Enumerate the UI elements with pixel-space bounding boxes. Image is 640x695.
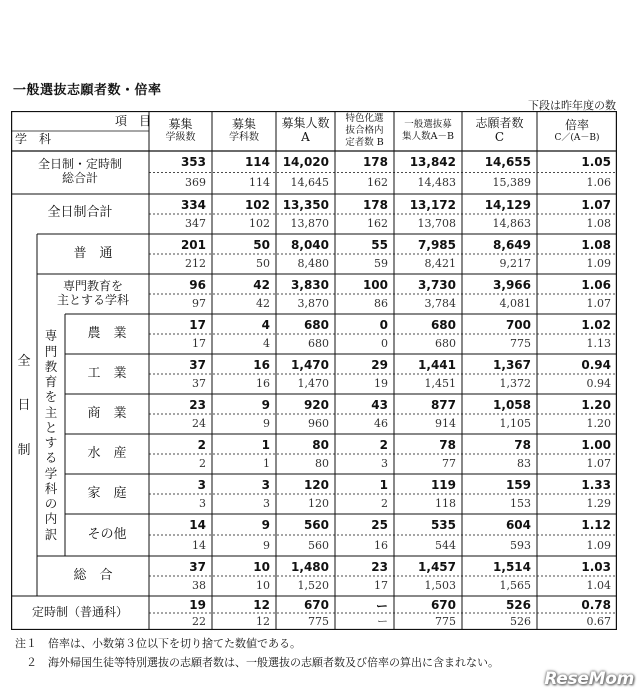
cell-previous-year: 3 [381, 457, 388, 470]
side-char: と [44, 419, 58, 435]
cell-current: 50 [253, 237, 270, 252]
cell-previous-year: 8,480 [297, 257, 329, 270]
row-label: 総 合 [73, 567, 113, 583]
cell-current: 3,830 [291, 277, 329, 292]
cell-previous-year: 14,483 [417, 176, 456, 190]
cell-current: 9 [261, 518, 270, 532]
side-char: 学 [44, 465, 58, 481]
cell-previous-year: 22 [192, 614, 206, 628]
row-label: 水 産 [87, 445, 127, 461]
cell-current: 37 [189, 357, 206, 372]
cell-previous-year: 1.20 [586, 417, 611, 430]
cell-current: 96 [189, 277, 206, 292]
cell-current: 1.03 [581, 559, 611, 574]
cell-current: 1,367 [493, 357, 531, 372]
cell-previous-year: 80 [315, 457, 329, 470]
cell-current: 604 [505, 518, 531, 532]
cell-previous-year: 46 [374, 417, 388, 430]
cell-previous-year: 114 [249, 176, 270, 190]
cell-current: 1.08 [581, 237, 611, 252]
cell-previous-year: 120 [308, 497, 329, 510]
side-char: の [44, 496, 58, 511]
cell-current: 2 [197, 437, 206, 452]
cell-current: 13,172 [409, 197, 456, 212]
cell-current: 680 [303, 317, 329, 332]
cell-previous-year: 12 [256, 614, 270, 628]
cell-previous-year: 14 [192, 538, 206, 552]
cell-previous-year: 50 [256, 257, 270, 270]
cell-previous-year: 1.13 [586, 337, 611, 350]
header-gakkyu-1: 募集 [168, 117, 193, 132]
header-gakkyu [149, 111, 212, 151]
cell-current: 178 [362, 155, 388, 170]
cell-current: 700 [505, 317, 531, 332]
cell-current: 670 [303, 598, 329, 612]
cell-previous-year: 2 [199, 457, 206, 470]
cell-current: 100 [362, 277, 388, 292]
cell-previous-year: 16 [256, 377, 270, 390]
cell-previous-year: 9 [263, 417, 270, 430]
cell-previous-year: 2 [381, 497, 388, 510]
header-bairitsu-2: C／(A－B) [554, 132, 600, 143]
cell-current: 14,129 [484, 197, 531, 212]
cell-previous-year: 1,470 [297, 377, 329, 390]
cell-previous-year: 0.94 [586, 377, 611, 390]
cell-current: 920 [303, 397, 329, 412]
resemom-logo: ReseMom [544, 669, 634, 689]
cell-current: 1.12 [581, 518, 611, 532]
cell-previous-year: 19 [374, 377, 388, 390]
cell-current: 1,470 [291, 357, 329, 372]
cell-previous-year: 17 [374, 579, 388, 592]
cell-current: 8,040 [291, 237, 329, 252]
cell-previous-year: 14,863 [492, 217, 531, 230]
cell-current: 25 [371, 518, 388, 532]
cell-current: 1.00 [581, 437, 611, 452]
cell-previous-year: 38 [192, 579, 206, 592]
row-label: 家 庭 [87, 485, 127, 501]
cell-previous-year: 37 [192, 377, 206, 390]
cell-current: 3 [197, 477, 206, 492]
applicants-table [11, 111, 617, 630]
cell-previous-year: 0 [381, 337, 388, 350]
header-boshu-2: A [301, 130, 310, 144]
cell-current: ー [375, 598, 388, 613]
cell-current: 178 [362, 197, 388, 212]
cell-previous-year: 118 [435, 497, 456, 510]
side-char: 科 [44, 480, 58, 496]
row-label: 農 業 [87, 325, 127, 341]
cell-current: 1,058 [493, 397, 531, 412]
cell-current: 3,730 [418, 277, 456, 292]
cell-previous-year: 593 [510, 538, 531, 552]
side-char: 日 [17, 398, 31, 414]
cell-previous-year: 1,503 [424, 579, 456, 592]
cell-current: 670 [430, 598, 456, 612]
row-label: 工 業 [87, 365, 127, 381]
cell-previous-year: 3 [263, 497, 270, 510]
cell-current: 0 [379, 317, 388, 332]
cell-current: 13,350 [282, 197, 329, 212]
cell-current: 7,985 [418, 237, 456, 252]
row-label: 全日制・定時制 総合計 [37, 156, 122, 185]
cell-current: 14,020 [282, 155, 329, 170]
cell-previous-year: 212 [185, 257, 206, 270]
cell-current: 80 [312, 437, 329, 452]
cell-previous-year: 3 [199, 497, 206, 510]
cell-previous-year: 1,372 [499, 377, 531, 390]
cell-current: 560 [303, 518, 329, 532]
side-char: 主 [44, 404, 58, 420]
cell-current: 159 [505, 477, 531, 492]
side-char: 制 [17, 442, 31, 458]
cell-previous-year: 13,870 [290, 217, 329, 230]
cell-previous-year: 347 [185, 217, 206, 230]
side-label-senmon-naiyaku [37, 314, 65, 556]
header-bairitsu [537, 111, 617, 151]
side-char: 教 [44, 358, 58, 374]
side-char: る [44, 450, 58, 466]
header-shigan [462, 111, 537, 151]
header-tokushoku [335, 111, 394, 151]
cell-current: 119 [430, 477, 456, 492]
cell-current: 37 [189, 559, 206, 574]
cell-previous-year: 1.09 [586, 257, 611, 270]
cell-current: 114 [244, 155, 270, 170]
cell-previous-year: 9,217 [499, 257, 531, 270]
cell-current: 1,480 [291, 559, 329, 574]
cell-previous-year: 15,389 [492, 176, 531, 190]
side-char: 訳 [44, 526, 58, 542]
cell-current: 55 [371, 237, 388, 252]
cell-current: 23 [371, 559, 388, 574]
side-char: 門 [44, 343, 58, 359]
cell-previous-year: 162 [367, 217, 388, 230]
cell-previous-year: 4 [263, 337, 270, 350]
cell-previous-year: 59 [374, 257, 388, 270]
header-shigan-2: C [494, 130, 505, 144]
side-char: す [44, 435, 58, 450]
cell-previous-year: 1.04 [586, 579, 611, 592]
cell-current: 42 [253, 277, 270, 292]
cell-current: 78 [514, 437, 531, 452]
header-boshu [276, 111, 335, 151]
cell-current: 3 [261, 477, 270, 492]
cell-current: 1,514 [493, 559, 531, 574]
cell-current: 16 [253, 357, 270, 372]
cell-previous-year: 680 [435, 337, 456, 350]
cell-current: 535 [430, 518, 456, 532]
cell-previous-year: 13,708 [417, 217, 456, 230]
cell-previous-year: 97 [192, 297, 206, 310]
side-char: を [44, 389, 58, 405]
cell-current: 526 [505, 598, 531, 612]
cell-previous-year: 102 [249, 217, 270, 230]
cell-current: 1.07 [581, 197, 611, 212]
cell-current: 1,441 [418, 357, 456, 372]
cell-previous-year: 1 [263, 457, 270, 470]
cell-previous-year: 1.09 [586, 538, 611, 552]
cell-current: 1.05 [581, 155, 611, 170]
cell-previous-year: 1.07 [586, 297, 611, 310]
header-koumoku: 項 目 [114, 114, 151, 129]
header-gakka-su-1: 募集 [231, 117, 256, 132]
cell-current: 4 [261, 317, 270, 332]
cell-previous-year: 1,105 [499, 417, 531, 430]
cell-current: 12 [253, 598, 270, 612]
cell-current: 102 [244, 197, 270, 212]
side-char: 育 [44, 374, 58, 389]
cell-previous-year: 17 [192, 337, 206, 350]
cell-previous-year: 3,870 [297, 297, 329, 310]
row-label: 商 業 [87, 405, 127, 421]
cell-current: 2 [379, 437, 388, 452]
cell-current: 1.33 [581, 477, 611, 492]
cell-previous-year: 1,451 [424, 377, 456, 390]
cell-previous-year: 960 [308, 417, 329, 430]
row-label: 定時制（普通科） [31, 605, 128, 620]
cell-previous-year: 1.29 [586, 497, 611, 510]
cell-current: 19 [189, 598, 206, 612]
side-char: 全 [17, 354, 31, 370]
cell-current: 3,966 [493, 277, 531, 292]
header-tokushoku-3: 定者数 B [345, 136, 384, 148]
cell-previous-year: 86 [374, 297, 388, 310]
cell-previous-year: 1.06 [586, 176, 611, 190]
row-label: 専門教育を 主とする学科 [56, 279, 129, 307]
header-tokushoku-1: 特色化選 [345, 113, 384, 125]
footnotes [15, 634, 499, 672]
cell-current: 1,457 [418, 559, 456, 574]
cell-current: 1 [261, 437, 270, 452]
cell-previous-year: ー [377, 615, 388, 628]
cell-previous-year: 153 [510, 497, 531, 510]
cell-current: 1 [379, 477, 388, 492]
cell-current: 201 [180, 237, 206, 252]
cell-current: 680 [430, 317, 456, 332]
cell-previous-year: 24 [192, 417, 206, 430]
cell-previous-year: 16 [374, 538, 388, 552]
cell-previous-year: 42 [256, 297, 270, 310]
cell-previous-year: 162 [367, 176, 388, 190]
cell-current: 877 [430, 397, 456, 412]
header-boshu-1: 募集人数 [281, 116, 330, 131]
cell-previous-year: 4,081 [499, 297, 531, 310]
cell-previous-year: 8,421 [424, 257, 456, 270]
header-bairitsu-1: 倍率 [564, 117, 589, 132]
page-title: 一般選抜志願者数・倍率 [13, 83, 162, 98]
cell-current: 29 [371, 357, 388, 372]
cell-previous-year: 0.67 [586, 614, 611, 628]
cell-previous-year: 1.08 [586, 217, 611, 230]
legend-note: 下段は昨年度の数 [528, 99, 616, 112]
header-ippan [394, 111, 462, 151]
cell-previous-year: 526 [510, 614, 531, 628]
cell-previous-year: 3,784 [424, 297, 456, 310]
row-label: その他 [87, 526, 127, 542]
cell-previous-year: 775 [510, 337, 531, 350]
cell-current: 120 [303, 477, 329, 492]
cell-current: 1.06 [581, 277, 611, 292]
row-label: 普 通 [73, 245, 113, 261]
cell-current: 353 [180, 155, 206, 170]
side-char: 専 [44, 328, 58, 344]
footnote-2: ２ 海外帰国生徒等特別選抜の志願者数は、一般選抜の志願者数及び倍率の算出に含まれない。 [15, 656, 499, 669]
cell-previous-year: 9 [263, 538, 270, 552]
header-gakkyu-2: 学級数 [165, 132, 196, 144]
header-ippan-2: 集人数A－B [402, 131, 454, 142]
cell-current: 23 [189, 397, 206, 412]
cell-current: 334 [180, 197, 206, 212]
cell-current: 17 [189, 317, 206, 332]
cell-current: 14,655 [484, 155, 531, 170]
cell-current: 14 [189, 518, 206, 532]
cell-current: 10 [253, 559, 270, 574]
header-shigan-1: 志願者数 [475, 116, 524, 131]
header-ippan-1: 一般選抜募 [404, 119, 452, 131]
header-tokushoku-2: 抜合格内 [345, 125, 384, 137]
cell-previous-year: 10 [256, 579, 270, 592]
cell-current: 0.94 [581, 357, 611, 372]
cell-previous-year: 83 [517, 457, 531, 470]
cell-previous-year: 914 [435, 417, 456, 430]
cell-previous-year: 77 [442, 457, 456, 470]
side-char: 内 [44, 511, 58, 527]
cell-previous-year: 544 [435, 538, 456, 552]
footnote-1: 注１ 倍率は、小数第３位以下を切り捨てた数値である。 [15, 637, 301, 650]
cell-previous-year: 1,565 [499, 579, 531, 592]
cell-current: 43 [371, 397, 388, 412]
header-gakka-su-2: 学科数 [229, 132, 259, 144]
cell-previous-year: 1,520 [297, 579, 329, 592]
cell-previous-year: 560 [308, 538, 329, 552]
cell-current: 13,842 [409, 155, 456, 170]
cell-previous-year: 369 [185, 176, 206, 190]
cell-current: 78 [439, 437, 456, 452]
side-label-zennichi [11, 234, 37, 579]
cell-previous-year: 14,645 [290, 176, 329, 190]
header-gakka-su [212, 111, 276, 151]
header-gakka: 学 科 [15, 132, 52, 147]
cell-current: 8,649 [493, 237, 531, 252]
cell-previous-year: 1.07 [586, 457, 611, 470]
cell-current: 9 [261, 397, 270, 412]
cell-previous-year: 680 [308, 337, 329, 350]
cell-previous-year: 775 [435, 614, 456, 628]
cell-previous-year: 775 [308, 614, 329, 628]
cell-current: 0.78 [581, 598, 611, 612]
cell-current: 1.02 [581, 317, 611, 332]
row-label: 全日制合計 [47, 204, 113, 220]
cell-current: 1.20 [581, 397, 611, 412]
